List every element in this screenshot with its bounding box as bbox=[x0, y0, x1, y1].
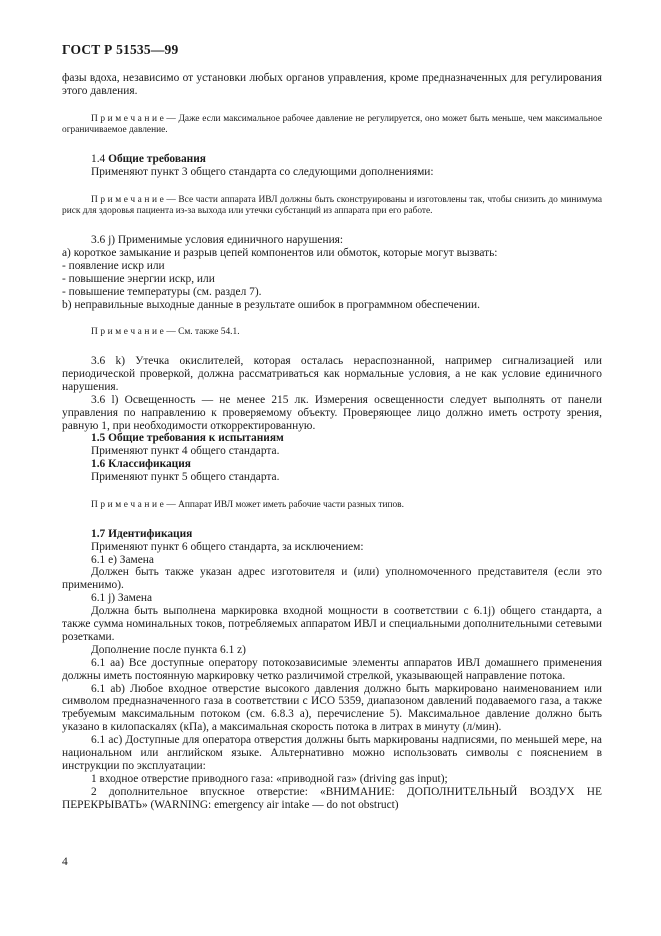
clause-6-1-j-text: Должна быть выполнена маркировка входной мощности в соответствии с 6.1j) общего стандарта, а также сумма номинальных токов, потребляемых аппаратом ИВЛ и специальными дополнительными сетевыми розетками. bbox=[62, 605, 602, 643]
clause-6-1-e-text: Должен быть также указан адрес изготовителя и (или) уполномоченного представителя (если это применимо). bbox=[62, 566, 602, 592]
clause-3-6-k: 3.6 k) Утечка окислителей, которая осталась нераспознанной, например сигнализацией или периодической проверкой, должна рассматриваться как нормальные условия, а не как условие единичного нарушения. bbox=[62, 355, 602, 393]
note-text: — Аппарат ИВЛ может иметь рабочие части разных типов. bbox=[166, 500, 404, 511]
addition-heading: Дополнение после пункта 6.1 z) bbox=[91, 643, 246, 656]
list-item: - повышение температуры (см. раздел 7). bbox=[62, 285, 262, 298]
clause-6-1-aa: 6.1 аа) Все доступные оператору потокозависимые элементы аппаратов ИВЛ домашнего применения должны иметь постоянную маркировку четко различимой стрелкой, указывающей направление потока. bbox=[62, 656, 602, 682]
clause-3-6-j-b: b) неправильные выходные данные в результате ошибок в программном обеспечении. bbox=[62, 298, 480, 311]
note-3 bbox=[62, 327, 602, 339]
list-item: - появление искр или bbox=[62, 259, 165, 272]
note-label: Примечание bbox=[91, 327, 167, 338]
section-title: Идентификация bbox=[108, 527, 193, 540]
list-item: 1 входное отверстие приводного газа: «приводной газ» (driving gas input); bbox=[91, 772, 448, 785]
note-label: Примечание bbox=[91, 500, 167, 511]
section-1-5-text: Применяют пункт 4 общего стандарта. bbox=[91, 445, 280, 458]
note-label: Примечание bbox=[91, 194, 167, 205]
note-text: — См. также 54.1. bbox=[166, 327, 240, 338]
page-body bbox=[62, 72, 602, 812]
note-4 bbox=[62, 500, 602, 512]
note-1 bbox=[62, 114, 602, 137]
clause-3-6-j-a: а) короткое замыкание и разрыв цепей компонентов или обмоток, которые могут вызвать: bbox=[62, 246, 498, 259]
section-1-6-text: Применяют пункт 5 общего стандарта. bbox=[91, 471, 280, 484]
clause-6-1-ab: 6.1 ab) Любое входное отверстие высокого давления должно быть маркировано наименованием или символом предназначенного газа в соответствии с ИСО 5359, диапазоном давлений подаваемого газа, а также требуемым максимальным потоком (см. 6.8.3 а), перечисление 5). Максимальное давление должно быть указано в килопаскалях (кПа), а максимальная скорость потока в литрах в минуту (л/мин). bbox=[62, 682, 602, 734]
clause-3-6-j: 3.6 j) Применимые условия единичного нарушения: bbox=[91, 234, 344, 246]
section-1-4-heading bbox=[62, 153, 602, 166]
section-title: Классификация bbox=[108, 458, 191, 471]
section-number: 1.7 bbox=[91, 527, 106, 540]
clause-6-1-e-heading: 6.1 е) Замена bbox=[91, 553, 154, 566]
section-title: Общие требования bbox=[108, 153, 206, 165]
section-title: Общие требования к испытаниям bbox=[108, 432, 284, 445]
list-item: - повышение энергии искр, или bbox=[62, 272, 215, 285]
clause-6-1-j-heading: 6.1 j) Замена bbox=[91, 592, 153, 605]
page-number: 4 bbox=[62, 856, 68, 868]
section-1-4-text: Применяют пункт 3 общего стандарта со следующими дополнениями: bbox=[91, 165, 434, 178]
note-label: Примечание bbox=[91, 113, 167, 124]
section-1-5-heading bbox=[62, 432, 602, 445]
section-1-6-heading bbox=[62, 458, 602, 471]
clause-6-1-ac: 6.1 ас) Доступные для оператора отверстия должны быть маркированы надписями, по меньшей мере, на национальном или английском языке. Альтернативно можно использовать символы с пояснением в инструкции по эксплуатации: bbox=[62, 734, 602, 772]
section-number: 1.6 bbox=[91, 458, 106, 471]
note-text: — Даже если максимальное рабочее давление не регулируется, оно может быть меньше, чем максимальное ограничиваемое давление. bbox=[62, 113, 602, 136]
section-1-7-heading bbox=[62, 528, 602, 541]
clause-3-6-l: 3.6 l) Освещенность — не менее 215 лк. Измерения освещенности следует выполнять от панели управления по направлению к проверяемому объекту. Проверяющее лицо должно иметь остроту зрения, равную 1, при необходимости откорректированную. bbox=[62, 393, 602, 432]
list-item: 2 дополнительное впускное отверстие: «ВНИМАНИЕ: ДОПОЛНИТЕЛЬНЫЙ ВОЗДУХ НЕ ПЕРЕКРЫВАТЬ» (WARNING: emergency air intake — do not obstruct) bbox=[62, 785, 602, 811]
section-number: 1.4 bbox=[91, 153, 106, 165]
section-number: 1.5 bbox=[91, 432, 106, 445]
page-header-title: ГОСТ Р 51535—99 bbox=[62, 42, 179, 57]
note-text: — Все части аппарата ИВЛ должны быть сконструированы и изготовлены так, чтобы снизить до минимума риск для здоровья пациента из-за выхода или утечки субстанций из аппарата при его работе. bbox=[62, 194, 602, 217]
paragraph-intro: фазы вдоха, независимо от установки любых органов управления, кроме предназначенных для регулирования этого давления. bbox=[62, 72, 602, 97]
section-1-7-text: Применяют пункт 6 общего стандарта, за исключением: bbox=[91, 540, 364, 553]
note-2 bbox=[62, 195, 602, 218]
